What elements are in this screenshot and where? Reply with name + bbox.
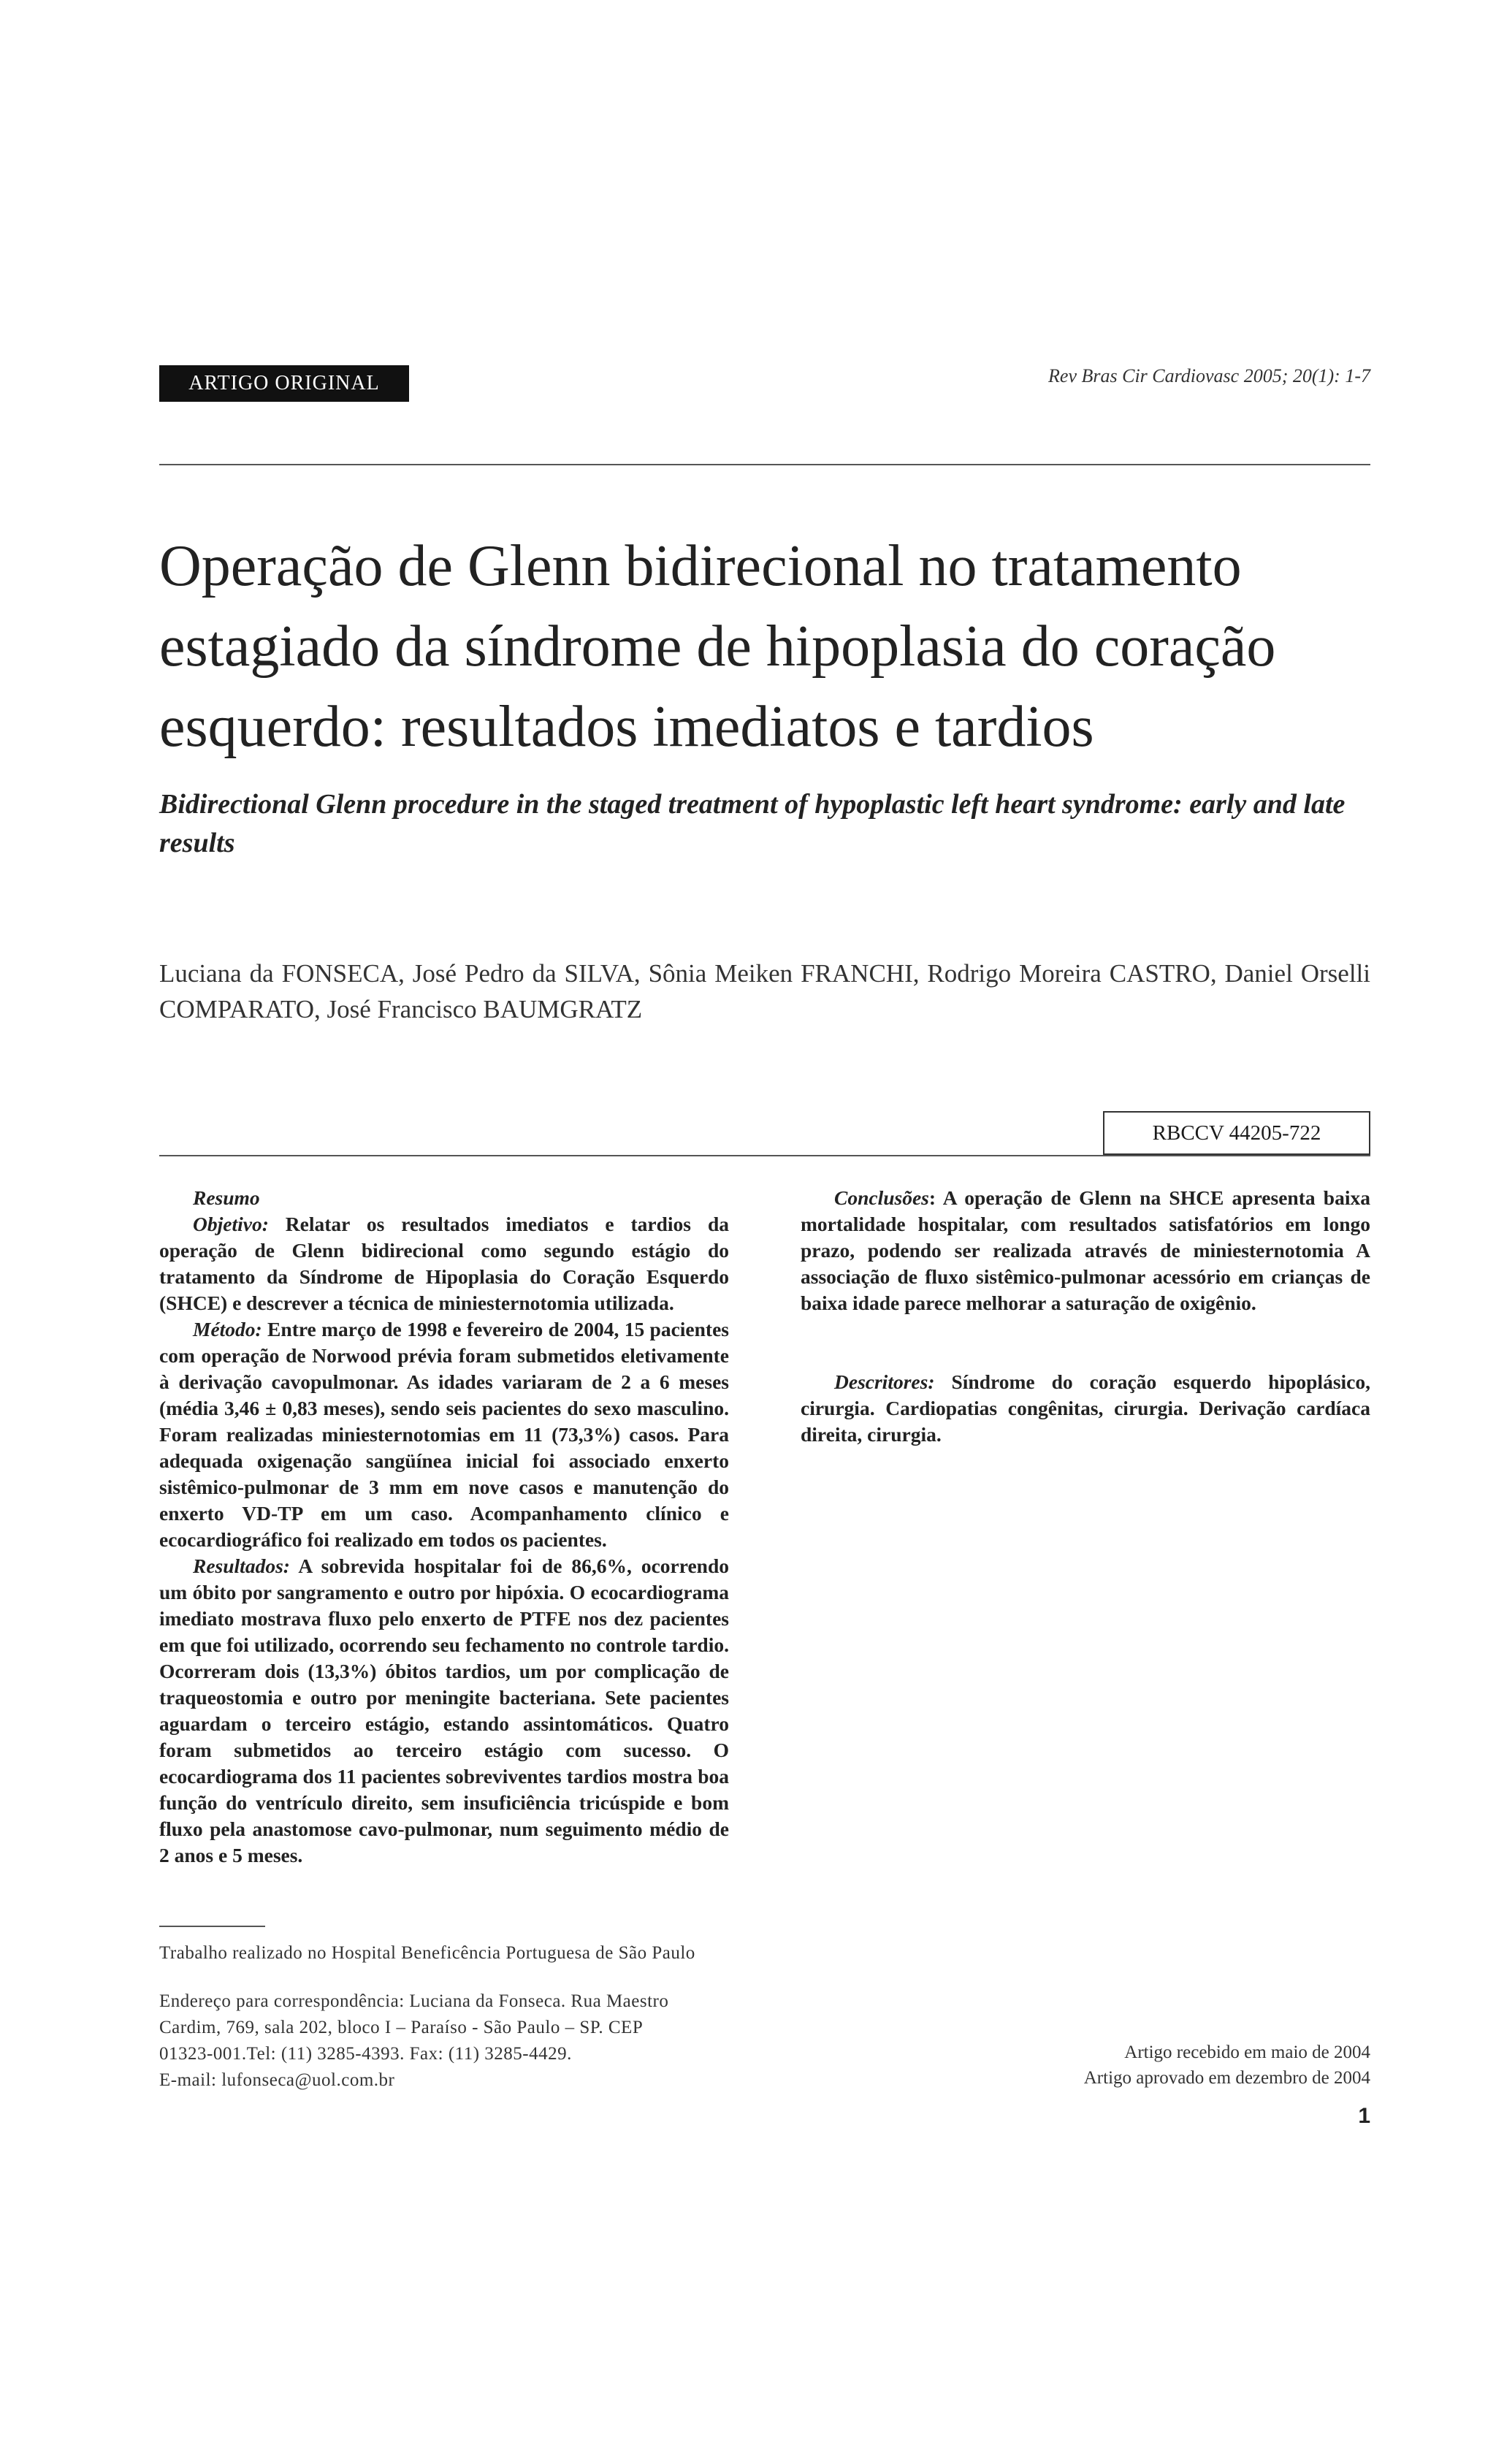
abstract-results — [159, 1553, 729, 1869]
descriptors-text: Síndrome do coração esquerdo hipoplásico, cirurgia. Cardiopatias congênitas, cirurgia. Derivação cardíaca direita, cirurgia. — [801, 1370, 1370, 1446]
results-label: Resultados: — [193, 1555, 290, 1577]
conclusions-label: Conclusões — [834, 1186, 929, 1209]
descriptors-label: Descritores: — [834, 1370, 935, 1393]
abstract-column-left — [159, 1185, 729, 1869]
objective-text: Relatar os resultados imediatos e tardios da operação de Glenn bidirecional como segundo estágio do tratamento da Síndrome de Hipoplasia do Coração Esquerdo (SHCE) e descrever a técnica de miniesternotomia utilizada. — [159, 1213, 729, 1314]
author-list: Luciana da FONSECA, José Pedro da SILVA, Sônia Meiken FRANCHI, Rodrigo Moreira CASTRO, Daniel Orselli COMPARATO, José Francisco BAUMGRATZ — [159, 959, 1370, 1023]
results-text: A sobrevida hospitalar foi de 86,6%, ocorrendo um óbito por sangramento e outro por hipóxia. O ecocardiograma imediato mostrava fluxo pelo enxerto de PTFE nos dez pacientes em que foi utilizado, ocorrendo seu fechamento no controle tardio. Ocorreram dois (13,3%) óbitos tardios, um por complicação de traqueostomia e outro por meningite bacteriana. Sete pacientes aguardam o terceiro estágio, estando assintomáticos. Quatro foram submetidos ao terceiro estágio com sucesso. O ecocardiograma dos 11 pacientes sobreviventes tardios mostra boa função do ventrículo direito, sem insuficiência tricúspide e bom fluxo pela anastomose cavo-pulmonar, num seguimento médio de 2 anos e 5 meses. — [159, 1555, 729, 1866]
section-label: ARTIGO ORIGINAL — [159, 365, 409, 402]
address-line: Endereço para correspondência: Luciana da Fonseca. Rua Maestro — [159, 1991, 669, 2011]
journal-reference: Rev Bras Cir Cardiovasc 2005; 20(1): 1-7 — [1048, 365, 1370, 386]
article-title-english: Bidirectional Glenn procedure in the staged treatment of hypoplastic left heart syndrome: early and late results — [159, 789, 1346, 858]
correspondence-address — [159, 1988, 729, 2094]
received-date: Artigo recebido em maio de 2004 — [1124, 2042, 1370, 2062]
article-code-box — [1103, 1111, 1370, 1155]
conclusions-text: : A operação de Glenn na SHCE apresenta baixa mortalidade hospitalar, com resultados satisfatórios em longo prazo, podendo ser realizada através de miniesternotomia A associação de fluxo sistêmico-pulmonar acessório em crianças de baixa idade parece melhorar a saturação de oxigênio. — [801, 1186, 1370, 1314]
article-dates — [1084, 2040, 1370, 2091]
abstract-column-right — [801, 1185, 1370, 1448]
article-title-portuguese: Operação de Glenn bidirecional no tratamento estagiado da síndrome de hipoplasia do coração esquerdo: resultados imediatos e tardios — [159, 534, 1276, 759]
article-code: RBCCV 44205-722 — [1152, 1121, 1321, 1145]
address-line: Cardim, 769, sala 202, bloco I – Paraíso - São Paulo – SP. CEP — [159, 2018, 644, 2037]
email-line: E-mail: lufonseca@uol.com.br — [159, 2070, 395, 2090]
abstract-divider — [159, 1155, 1370, 1156]
abstract-conclusions — [801, 1185, 1370, 1316]
method-text: Entre março de 1998 e fevereiro de 2004, 15 pacientes com operação de Norwood prévia foram submetidos eletivamente à derivação cavopulmonar. As idades variaram de 2 a 6 meses (média 3,46 ± 0,83 meses), sendo seis pacientes do sexo masculino. Foram realizadas miniesternotomias em 11 (73,3%) casos. Para adequada oxigenação sangüínea inicial foi associado enxerto sistêmico-pulmonar de 3 mm em nove casos e manutenção do enxerto VD-TP em um caso. Acompanhamento clínico e ecocardiográfico foi realizado em todos os pacientes. — [159, 1318, 729, 1551]
header-divider — [159, 464, 1370, 465]
abstract-heading: Resumo — [193, 1186, 260, 1209]
abstract-method — [159, 1316, 729, 1553]
approved-date: Artigo aprovado em dezembro de 2004 — [1083, 2068, 1370, 2088]
method-label: Método: — [193, 1318, 262, 1340]
abstract-descriptors — [801, 1369, 1370, 1448]
footnote-divider — [159, 1926, 265, 1927]
objective-label: Objetivo: — [193, 1213, 269, 1235]
address-line: 01323-001.Tel: (11) 3285-4393. Fax: (11) 3285-4429. — [159, 2044, 572, 2064]
institution-note: Trabalho realizado no Hospital Beneficência Portuguesa de São Paulo — [159, 1943, 695, 1963]
abstract-objective — [159, 1211, 729, 1316]
page-number: 1 — [1358, 2104, 1370, 2128]
